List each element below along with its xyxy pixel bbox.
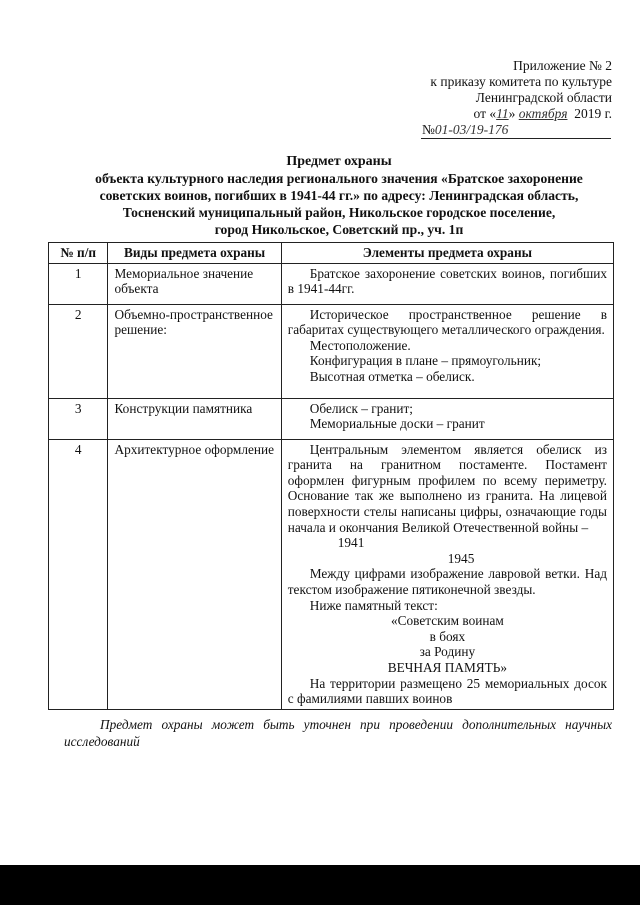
appendix-number xyxy=(400,122,612,138)
date-year: 2019 г. xyxy=(574,106,612,121)
table-header-row xyxy=(49,243,614,264)
appendix-order-line: к приказу комитета по культуре xyxy=(430,74,612,89)
number-prefix: № xyxy=(422,122,435,137)
title-line-2: советских воинов, погибших в 1941-44 гг.» по адресу: Ленинградская область, xyxy=(99,188,579,203)
number-underline xyxy=(421,138,611,139)
table-row xyxy=(49,263,614,304)
row-type: Объемно-пространственное решение: xyxy=(108,304,281,398)
table-row xyxy=(49,439,614,709)
element-text: Мемориальные доски – гранит xyxy=(309,416,485,432)
row-num: 1 xyxy=(49,263,108,304)
element-text: Высотная отметка – обелиск. xyxy=(309,368,475,384)
table-row xyxy=(49,398,614,439)
element-text: Обелиск – гранит; xyxy=(309,400,413,416)
footnote-text: Предмет охраны может быть уточнен при проведении дополнительных научных исследований xyxy=(64,717,612,749)
table-row xyxy=(49,304,614,398)
footnote xyxy=(64,716,612,750)
header-num: № п/п xyxy=(49,243,108,264)
row-num: 3 xyxy=(49,398,108,439)
row-elements xyxy=(281,398,613,439)
element-text: Центральным элементом является обелиск из гранита на гранитном постаменте. Постамент оформлен фигурным профилем по всему периметру. Основание так же выполнено из гранита. На лицевой поверхности стелы написаны цифры, означающие годы начала и окончания Великой Отечественной войны – xyxy=(287,441,607,535)
row-type: Конструкции памятника xyxy=(108,398,281,439)
document-title xyxy=(40,153,638,238)
year-end: 1945 xyxy=(447,550,475,566)
header-type: Виды предмета охраны xyxy=(108,243,281,264)
row-type: Архитектурное оформление xyxy=(108,439,281,709)
appendix-header xyxy=(400,58,612,138)
inscription-line: «Советским воинам xyxy=(390,613,504,629)
element-text: Историческое пространственное решение в габаритах существующего металлического ограждения. xyxy=(287,306,607,338)
row-elements xyxy=(281,304,613,398)
date-mid: » xyxy=(508,106,516,121)
date-month-handwritten: октября xyxy=(518,106,568,121)
date-day-handwritten: 11 xyxy=(496,106,509,121)
inscription-line: ВЕЧНАЯ ПАМЯТЬ» xyxy=(387,659,508,675)
row-elements xyxy=(281,263,613,304)
element-text: Между цифрами изображение лавровой ветки. Над текстом изображение пятиконечной звезды. xyxy=(287,566,607,597)
row-num: 2 xyxy=(49,304,108,398)
element-text: Ниже памятный текст: xyxy=(309,597,438,613)
appendix-date xyxy=(400,106,612,122)
element-text: На территории размещено 25 мемориальных досок с фамилиями павших воинов xyxy=(287,675,607,707)
row-elements xyxy=(281,439,613,709)
header-elements: Элементы предмета охраны xyxy=(281,243,613,264)
appendix-region: Ленинградской области xyxy=(475,90,612,105)
appendix-title: Приложение № 2 xyxy=(513,58,612,73)
element-text: Конфигурация в плане – прямоугольник; xyxy=(309,353,542,369)
row-num: 4 xyxy=(49,439,108,709)
element-text: Местоположение. xyxy=(309,337,411,353)
number-handwritten: 01-03/19-176 xyxy=(434,122,509,137)
inscription-line: за Родину xyxy=(419,644,476,660)
year-start: 1941 xyxy=(337,535,365,551)
title-heading: Предмет охраны xyxy=(286,154,392,169)
row-type: Мемориальное значение объекта xyxy=(108,263,281,304)
element-text: Братское захоронение советских воинов, погибших в 1941-44гг. xyxy=(287,265,607,297)
title-line-4: город Никольское, Советский пр., уч. 1п xyxy=(214,222,464,237)
inscription-line: в боях xyxy=(429,628,466,644)
title-line-1: объекта культурного наследия регионального значения «Братское захоронение xyxy=(95,171,583,186)
title-line-3: Тосненский муниципальный район, Никольское городское поселение, xyxy=(122,205,556,220)
date-prefix: от « xyxy=(473,106,497,121)
protection-table xyxy=(48,242,614,710)
